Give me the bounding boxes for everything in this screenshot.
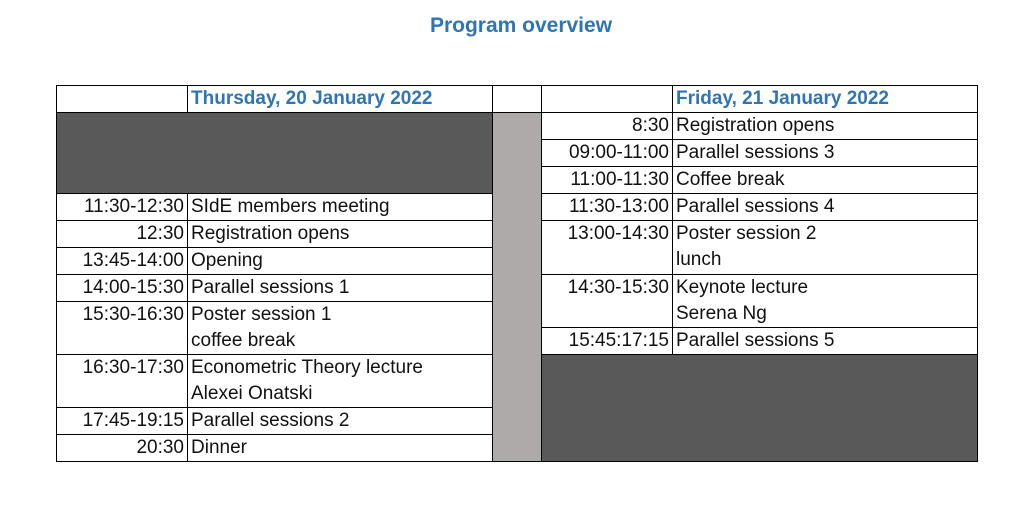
thu-event-cell: Parallel sessions 2 [188,408,493,435]
fri-event-cell: Parallel sessions 5 [673,328,978,355]
thu-event-cell: Opening [188,248,493,275]
thu-time-header [57,86,188,113]
thu-time-cell: 16:30-17:30 [57,355,188,408]
thu-time-cell: 13:45-14:00 [57,248,188,275]
fri-time-cell: 09:00-11:00 [542,140,673,167]
friday-header: Friday, 21 January 2022 [673,86,978,113]
thursday-header: Thursday, 20 January 2022 [188,86,493,113]
thu-event-line1: Econometric Theory lecture [191,357,423,378]
thu-time-cell: 14:00-15:30 [57,275,188,302]
thu-time-cell: 15:30-16:30 [57,302,188,355]
thu-event-cell: Registration opens [188,221,493,248]
friday-evening-block [542,355,978,462]
day-separator [493,113,542,462]
fri-time-cell: 11:00-11:30 [542,167,673,194]
thu-event-cell [188,355,493,408]
thu-time-cell: 12:30 [57,221,188,248]
fri-event-cell [673,275,978,328]
fri-time-header [542,86,673,113]
thu-time-cell: 20:30 [57,435,188,462]
fri-time-cell: 14:30-15:30 [542,275,673,328]
thu-time-cell: 17:45-19:15 [57,408,188,435]
thu-event-cell [188,302,493,355]
separator-header [493,86,542,113]
fri-event-cell: Coffee break [673,167,978,194]
fri-event-line1: Poster session 2 [676,223,817,244]
fri-time-cell: 11:30-13:00 [542,194,673,221]
fri-event-cell: Parallel sessions 3 [673,140,978,167]
thu-event-cell: SIdE members meeting [188,194,493,221]
fri-event-cell [673,221,978,275]
fri-event-line1: Keynote lecture [676,277,809,298]
page-title: Program overview [429,14,613,37]
fri-event-line2: lunch [676,249,722,270]
thu-event-cell: Dinner [188,435,493,462]
fri-time-cell: 15:45:17:15 [542,328,673,355]
program-table [56,85,978,462]
fri-event-line2: Serena Ng [676,303,767,324]
thu-event-line2: Alexei Onatski [191,383,313,404]
thu-time-cell: 11:30-12:30 [57,194,188,221]
thu-event-cell: Parallel sessions 1 [188,275,493,302]
fri-event-cell: Parallel sessions 4 [673,194,978,221]
fri-time-cell: 13:00-14:30 [542,221,673,275]
fri-time-cell: 8:30 [542,113,673,140]
fri-event-cell: Registration opens [673,113,978,140]
thursday-morning-block [57,113,493,194]
thu-event-line1: Poster session 1 [191,304,332,325]
thu-event-line2: coffee break [191,330,296,351]
